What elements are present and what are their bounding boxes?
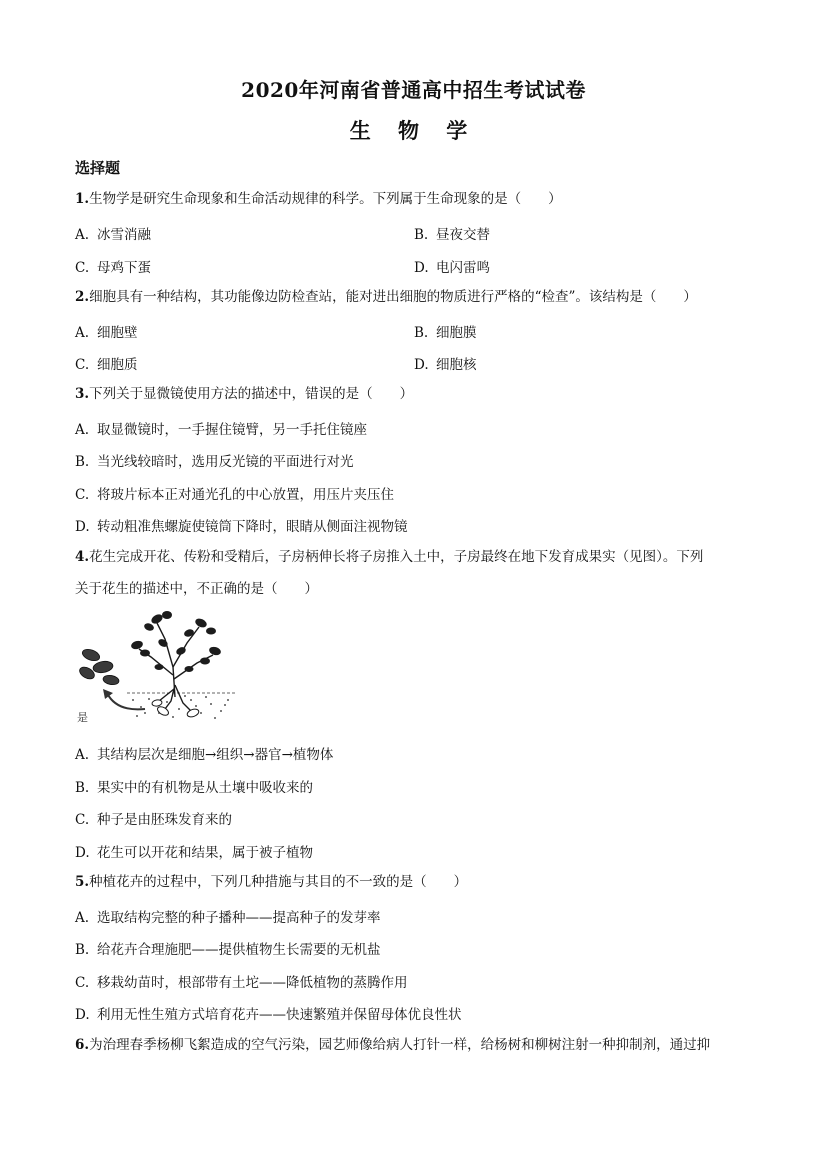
q5-option-d[interactable]: D. 利用无性生殖方式培育花卉——快速繁殖并保留母体优良性状 [75, 1007, 462, 1023]
question-text: 花生完成开花、传粉和受精后，子房柄伸长将子房推入土中，子房最终在地下发育成果实（见图）。下列 [89, 549, 704, 565]
q3-option-a[interactable]: A. 取显微镜时，一手握住镜臂，另一手托住镜座 [75, 422, 367, 438]
question-number: 3. [75, 386, 90, 402]
question-1 [75, 190, 562, 208]
question-text: 种植花卉的过程中，下列几种措施与其目的不一致的是（ ） [89, 874, 468, 890]
question-text: 细胞具有一种结构，其功能像边防检查站，能对进出细胞的物质进行严格的“检查”。该结构是（ ） [89, 289, 697, 305]
q3-option-c[interactable]: C. 将玻片标本正对通光孔的中心放置，用压片夹压住 [75, 487, 394, 503]
q1-option-b[interactable]: B. 昼夜交替 [414, 227, 490, 243]
question-number: 6. [75, 1037, 90, 1053]
q5-option-b[interactable]: B. 给花卉合理施肥——提供植物生长需要的无机盐 [75, 942, 381, 958]
question-2 [75, 288, 697, 306]
section-heading: 选择题 [75, 159, 121, 177]
q2-option-b[interactable]: B. 细胞膜 [414, 325, 477, 341]
q4-option-a[interactable]: A. 其结构层次是细胞→组织→器官→植物体 [75, 747, 334, 763]
q3-option-d[interactable]: D. 转动粗准焦螺旋使镜筒下降时，眼睛从侧面注视物镜 [75, 519, 408, 535]
q3-option-b[interactable]: B. 当光线较暗时，选用反光镜的平面进行对光 [75, 454, 354, 470]
q2-option-a[interactable]: A. 细胞壁 [75, 325, 138, 341]
q1-option-c[interactable]: C. 母鸡下蛋 [75, 260, 151, 276]
question-text: 为治理春季杨柳飞絮造成的空气污染，园艺师像给病人打针一样，给杨树和柳树注射一种抑制剂，通过抑 [89, 1037, 711, 1053]
q4-option-d[interactable]: D. 花生可以开花和结果，属于被子植物 [75, 845, 313, 861]
q4-option-c[interactable]: C. 种子是由胚珠发育来的 [75, 812, 232, 828]
question-6 [75, 1036, 710, 1054]
peanut-plant-figure [75, 605, 237, 727]
q5-option-c[interactable]: C. 移栽幼苗时，根部带有土坨——降低植物的蒸腾作用 [75, 975, 408, 991]
exam-title: 2020年河南省普通高中招生考试试卷 [241, 78, 586, 102]
figure-caption: 是 [77, 711, 88, 724]
question-4-continued: 关于花生的描述中，不正确的是（ ） [75, 581, 318, 597]
q2-option-c[interactable]: C. 细胞质 [75, 357, 138, 373]
exam-subject: 生 物 学 [349, 118, 478, 143]
q4-option-b[interactable]: B. 果实中的有机物是从土壤中吸收来的 [75, 780, 313, 796]
question-5 [75, 873, 467, 891]
question-number: 1. [75, 191, 90, 207]
q2-option-d[interactable]: D. 细胞核 [414, 357, 477, 373]
question-text: 下列关于显微镜使用方法的描述中，错误的是（ ） [89, 386, 414, 402]
q5-option-a[interactable]: A. 选取结构完整的种子播种——提高种子的发芽率 [75, 910, 381, 926]
question-text: 生物学是研究生命现象和生命活动规律的科学。下列属于生命现象的是（ ） [89, 191, 562, 207]
question-number: 5. [75, 874, 90, 890]
question-number: 2. [75, 289, 90, 305]
q1-option-d[interactable]: D. 电闪雷鸣 [414, 260, 490, 276]
question-3 [75, 385, 413, 403]
question-4 [75, 548, 703, 566]
q1-option-a[interactable]: A. 冰雪消融 [75, 227, 151, 243]
question-number: 4. [75, 549, 90, 565]
